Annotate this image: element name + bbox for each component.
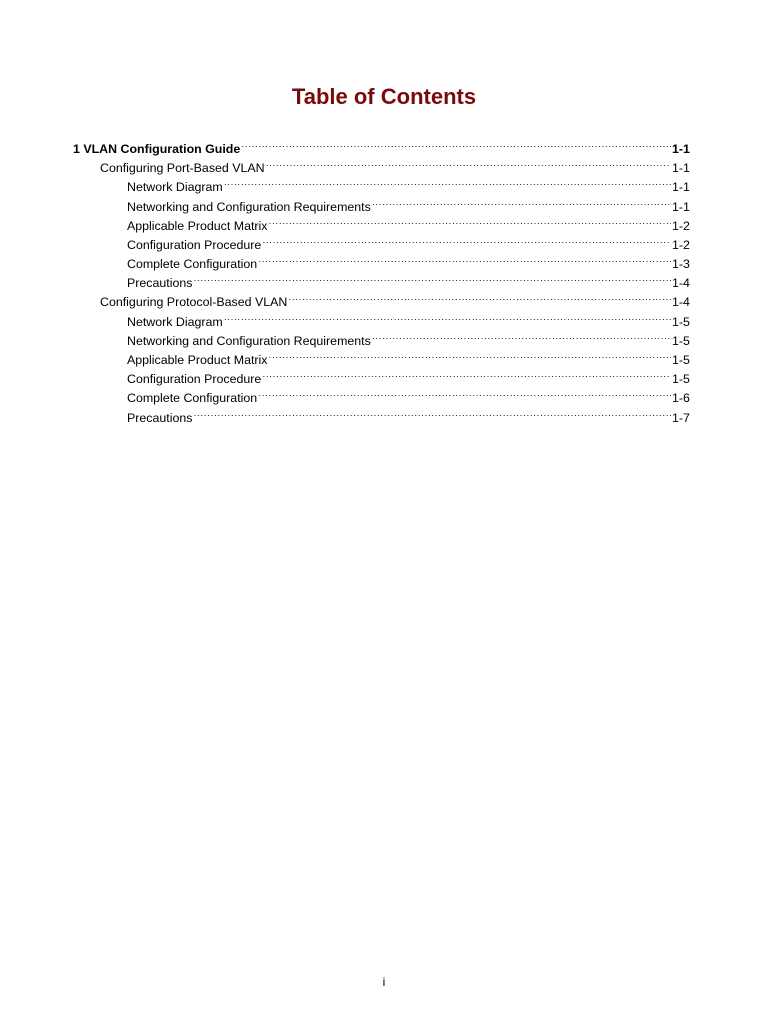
toc-entry-label: Configuring Port-Based VLAN — [100, 161, 265, 176]
toc-entry-page-number: 1-5 — [672, 314, 690, 329]
toc-entry-page-number: 1-1 — [672, 161, 690, 176]
dot-leader — [262, 233, 671, 252]
dot-leader — [372, 329, 671, 348]
dot-leader — [193, 271, 671, 290]
toc-entry-page-number: 1-4 — [672, 295, 690, 310]
page-number: i — [382, 975, 386, 989]
toc-entry-page-number: 1-4 — [672, 276, 690, 291]
toc-entry-label: Applicable Product Matrix — [127, 353, 268, 368]
toc-entry-page-number: 1-1 — [672, 141, 690, 156]
page-title: Table of Contents — [291, 84, 477, 109]
toc-entry-label: Network Diagram — [127, 314, 223, 329]
dot-leader — [269, 348, 672, 367]
toc-entry-label: Precautions — [127, 410, 193, 425]
toc-entry-page-number: 1-7 — [672, 410, 690, 425]
dot-leader — [224, 175, 671, 194]
toc-entry-page-number: 1-6 — [672, 391, 690, 406]
dot-leader — [372, 195, 671, 214]
dot-leader — [258, 386, 671, 405]
toc-entry-page-number: 1-3 — [672, 257, 690, 272]
toc-entry-page-number: 1-1 — [672, 199, 690, 214]
table-of-contents — [0, 140, 768, 428]
toc-entry-page-number: 1-1 — [672, 180, 690, 195]
toc-entry-label: Complete Configuration — [127, 391, 258, 406]
toc-entry[interactable] — [0, 409, 768, 428]
dot-leader — [269, 214, 672, 233]
toc-entry-page-number: 1-5 — [672, 372, 690, 387]
dot-leader — [193, 406, 671, 425]
toc-entry-page-number: 1-5 — [672, 353, 690, 368]
dot-leader — [241, 137, 671, 156]
toc-entry-label: 1 VLAN Configuration Guide — [73, 141, 241, 156]
toc-entry-label: Networking and Configuration Requirements — [127, 199, 371, 214]
toc-entry-label: Configuration Procedure — [127, 237, 262, 252]
toc-entry-label: Complete Configuration — [127, 257, 258, 272]
dot-leader — [258, 252, 671, 271]
dot-leader — [288, 290, 671, 309]
toc-entry-label: Networking and Configuration Requirements — [127, 333, 371, 348]
toc-entry-label: Precautions — [127, 276, 193, 291]
dot-leader — [266, 156, 671, 175]
toc-entry-label: Configuring Protocol-Based VLAN — [100, 295, 288, 310]
dot-leader — [224, 310, 671, 329]
dot-leader — [262, 367, 671, 386]
toc-entry-label: Configuration Procedure — [127, 372, 262, 387]
toc-entry-page-number: 1-2 — [672, 237, 690, 252]
toc-entry-label: Network Diagram — [127, 180, 223, 195]
toc-entry-page-number: 1-5 — [672, 333, 690, 348]
toc-entry-page-number: 1-2 — [672, 218, 690, 233]
toc-entry-label: Applicable Product Matrix — [127, 218, 268, 233]
